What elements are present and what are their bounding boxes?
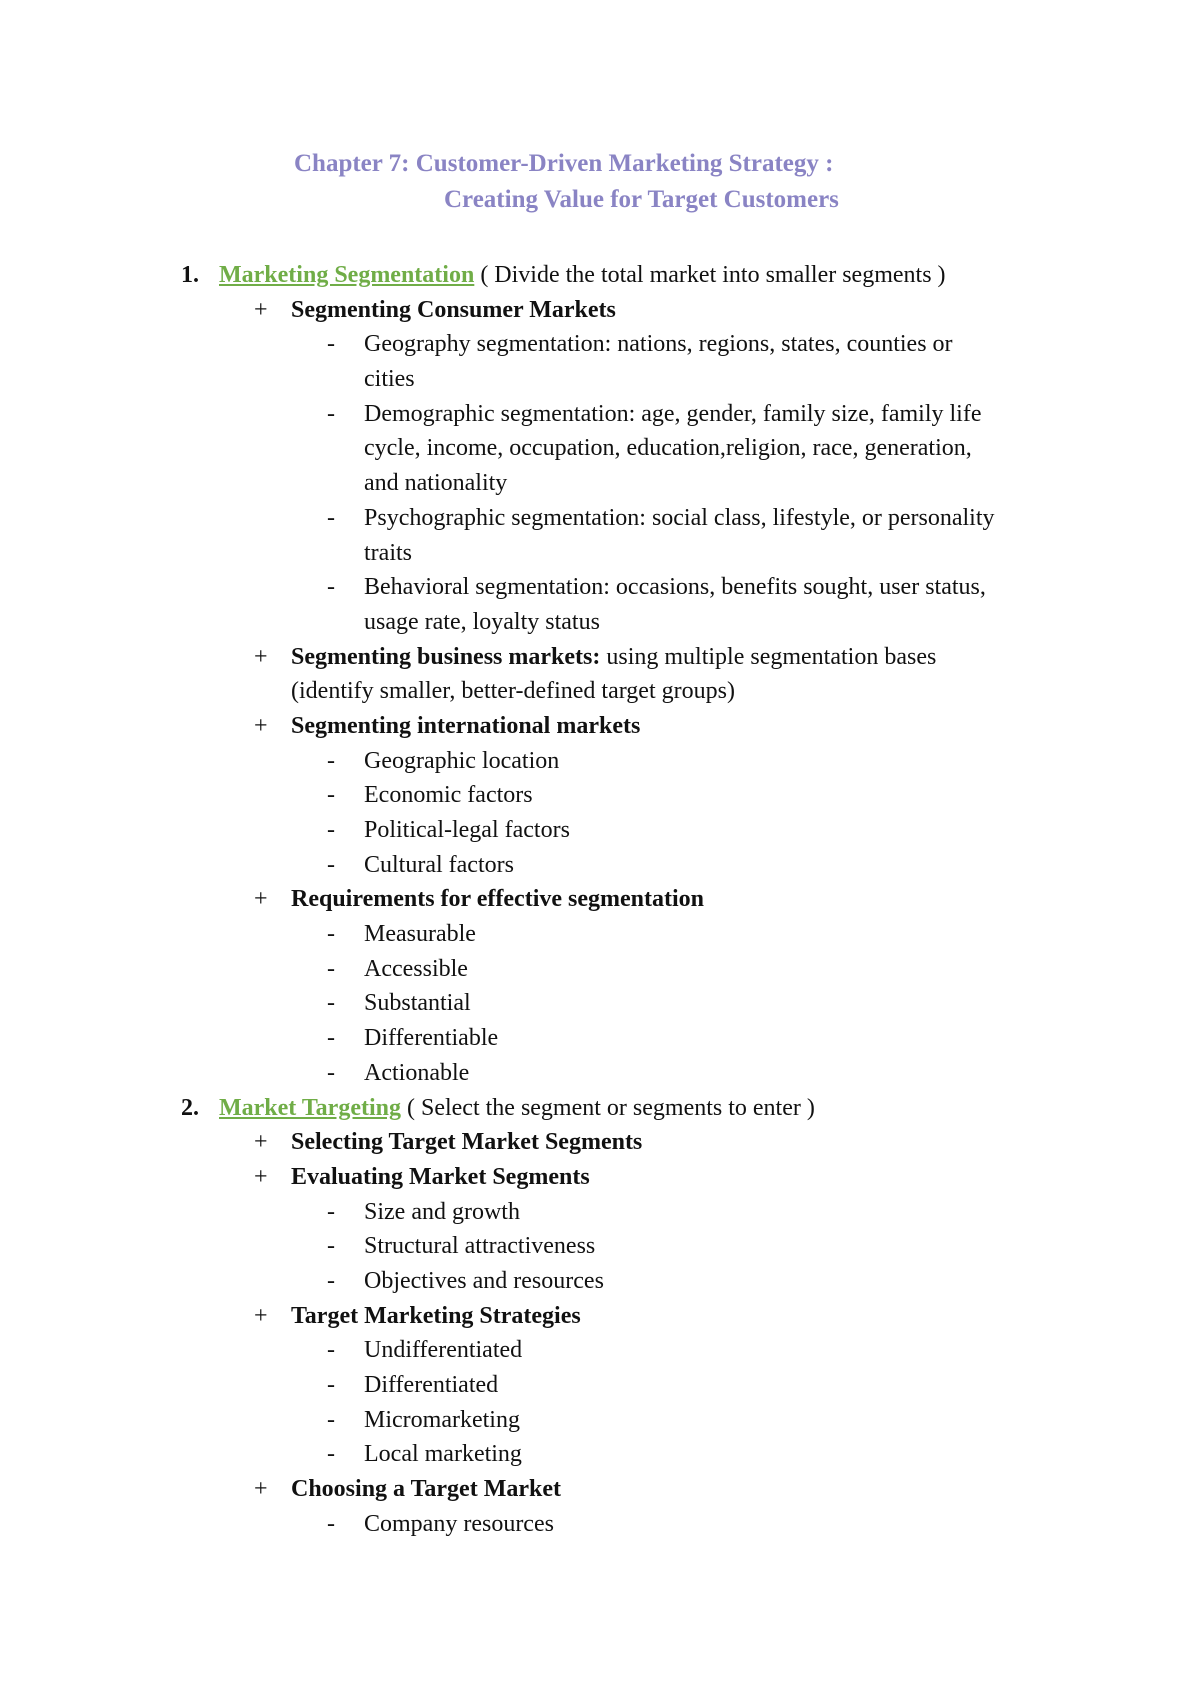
dash-bullet: - [327,1372,335,1398]
dash-bullet: - [327,1510,335,1537]
list-item-text: Differentiated [364,1372,499,1398]
list-item-text: Demographic segmentation: age, gender, family size, family life [364,400,982,427]
list-item [0,466,1200,501]
list-item-text: cycle, income, occupation, education,religion, race, generation, [364,435,972,462]
subheading-row [0,640,1200,675]
dash-bullet: - [327,1441,335,1468]
subheading [291,709,640,744]
section-heading-row [0,258,1200,293]
list-item-text: Economic factors [364,782,533,809]
list-item-text: Structural attractiveness [364,1233,596,1260]
list-item-text: Substantial [364,990,471,1017]
plus-bullet: + [254,1302,268,1329]
dash-bullet: - [327,1406,335,1433]
list-item [0,501,1200,536]
plus-bullet: + [254,1476,268,1503]
subheading-bold: Segmenting business markets: [291,643,601,670]
list-item-text: and nationality [364,470,508,497]
plus-bullet: + [254,1163,268,1190]
list-item-text: Size and growth [364,1198,520,1225]
list-item-text: Measurable [364,921,476,948]
list-item-text: Undifferentiated [364,1337,523,1364]
plus-bullet: + [254,1129,268,1156]
list-item-text: Psychographic segmentation: social class, lifestyle, or personality [364,504,995,531]
outline-list [0,258,1200,1541]
subheading [291,1160,590,1195]
dash-bullet: - [327,1059,335,1086]
list-item [0,1507,1200,1542]
list-item-text: Differentiable [364,1025,499,1052]
list-item-text: Political-legal factors [364,817,570,843]
dash-bullet: - [327,817,335,843]
list-item-text: Actionable [364,1059,470,1086]
dash-bullet: - [327,851,335,878]
list-item [0,1437,1200,1472]
list-item-text: Behavioral segmentation: occasions, benefits sought, user status, [364,574,986,601]
subheading-row [0,1125,1200,1160]
list-item [0,570,1200,605]
subheading-bold: Target Marketing Strategies [291,1302,581,1329]
title-line-1: Chapter 7: Customer-Driven Marketing Strategy : [294,150,834,177]
subheading-row [0,709,1200,744]
list-item-text: Local marketing [364,1441,522,1468]
subheading-bold: Selecting Target Market Segments [291,1129,643,1156]
section-number: 2. [181,1094,199,1121]
list-item-text: cities [364,366,415,393]
list-item [0,778,1200,813]
subheading-bold: Requirements for effective segmentation [291,886,704,913]
subheading-row [0,293,1200,328]
list-item-text: Micromarketing [364,1406,520,1433]
list-item [0,917,1200,952]
list-item [0,1195,1200,1230]
list-item [0,848,1200,883]
section-note: ( Divide the total market into smaller segments ) [474,262,946,288]
list-item [0,605,1200,640]
list-item [0,362,1200,397]
subheading-bold: Segmenting international markets [291,712,641,739]
list-item-text: Cultural factors [364,851,514,878]
dash-bullet: - [327,1233,335,1260]
plus-bullet: + [254,643,268,670]
subheading-continuation: (identify smaller, better-defined target groups) [291,678,735,705]
subheading [291,640,936,675]
dash-bullet: - [327,1337,335,1364]
list-item [0,986,1200,1021]
dash-bullet: - [327,782,335,809]
list-item [0,1229,1200,1264]
subheading-text: using multiple segmentation bases [600,643,937,670]
dash-bullet: - [327,400,335,427]
list-item [0,397,1200,432]
subheading [291,293,616,328]
dash-bullet: - [327,574,335,601]
dash-bullet: - [327,1267,335,1294]
section-note: ( Select the segment or segments to enter ) [400,1094,815,1121]
list-item [0,1021,1200,1056]
list-item-text: Geography segmentation: nations, regions, states, counties or [364,331,953,358]
list-item-text: Geographic location [364,747,560,774]
subheading-bold: Segmenting Consumer Markets [291,296,616,323]
plus-bullet: + [254,886,268,913]
dash-bullet: - [327,921,335,948]
subheading [291,1472,561,1507]
section-link[interactable]: Market Targeting [219,1094,401,1121]
list-item [0,1368,1200,1403]
subheading [291,1299,581,1334]
subheading-bold: Evaluating Market Segments [291,1163,590,1190]
section-heading [219,1091,815,1126]
subheading-row [0,1160,1200,1195]
plus-bullet: + [254,712,268,739]
dash-bullet: - [327,747,335,774]
list-item [0,952,1200,987]
list-item-text: Objectives and resources [364,1267,604,1294]
subheading [291,1125,642,1160]
subheading-row [0,1299,1200,1334]
list-item-text: Company resources [364,1510,554,1537]
list-item [0,1333,1200,1368]
dash-bullet: - [327,955,335,982]
list-item [0,1264,1200,1299]
section-link[interactable]: Marketing Segmentation [219,262,475,288]
dash-bullet: - [327,1025,335,1052]
section-heading-row [0,1091,1200,1126]
list-item [0,536,1200,571]
dash-bullet: - [327,1198,335,1225]
section-heading [219,258,946,293]
list-item-text: traits [364,539,412,566]
dash-bullet: - [327,331,335,358]
subheading-row [0,882,1200,917]
list-item [0,1056,1200,1091]
title-line-2: Creating Value for Target Customers [444,186,839,213]
list-item [0,431,1200,466]
list-item-text: Accessible [364,955,468,982]
subheading [291,882,704,917]
list-item [0,813,1200,848]
list-item-text: usage rate, loyalty status [364,608,600,635]
subheading-continuation-row [0,674,1200,709]
dash-bullet: - [327,990,335,1017]
dash-bullet: - [327,504,335,531]
plus-bullet: + [254,296,268,323]
section-number: 1. [181,262,199,288]
list-item [0,744,1200,779]
list-item [0,1403,1200,1438]
subheading-bold: Choosing a Target Market [291,1476,561,1503]
subheading-row [0,1472,1200,1507]
list-item [0,327,1200,362]
